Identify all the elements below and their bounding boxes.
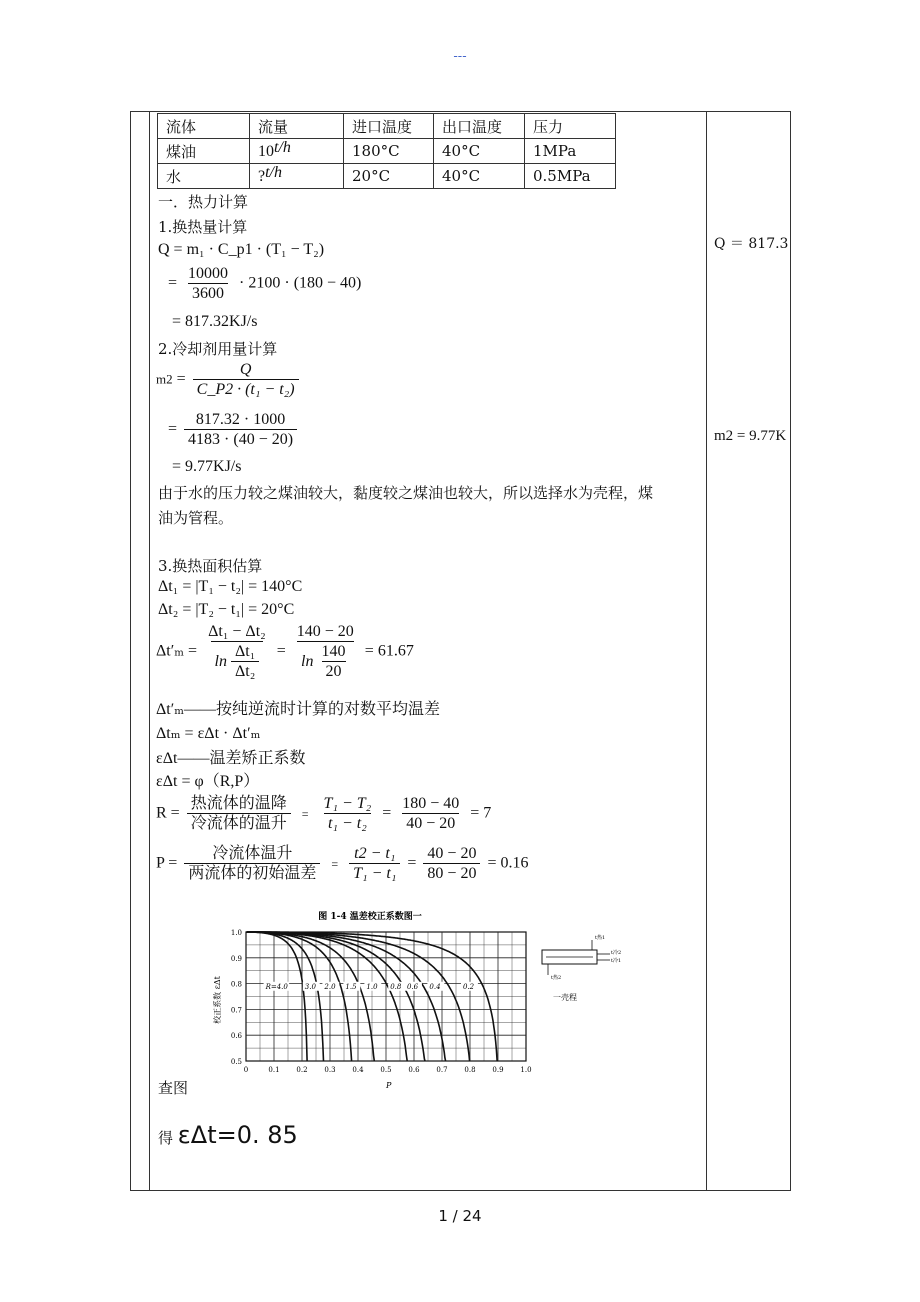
dt2-eq: Δt₂ = |T₂ − t₁| = 20°C: [158, 601, 295, 618]
x-tick-label: 0.7: [436, 1066, 448, 1074]
r-label: 0.8: [390, 982, 402, 991]
result-value: εΔt=0. 85: [177, 1121, 298, 1149]
y-tick-label: 0.8: [230, 980, 242, 989]
y-tick-label: 0.5: [230, 1058, 242, 1066]
coolant-eq1: m2 = $\frac{Q}{\text{C\_P2 · (t₁ − t₂)}}$: [156, 360, 302, 399]
frac-denominator: 4183 · (40 − 20): [184, 429, 297, 449]
inset-label: t冷2: [611, 950, 622, 956]
chart-y-ticks: [231, 929, 243, 1066]
frac-denominator: 两流体的初始温差: [184, 863, 320, 883]
inset-label: t冷1: [611, 958, 622, 964]
chart-y-label: 校正系数 εΔt: [213, 976, 222, 1024]
shell-label: 一壳程: [553, 993, 577, 1002]
r-label: 1.0: [366, 982, 378, 991]
frac-denominator: C_P2 · (t₁ − t₂): [193, 379, 299, 399]
x-tick-label: 0.2: [296, 1066, 308, 1074]
frac-numerator: Δt₁ − Δt₂: [208, 623, 266, 640]
heat-load-eq2-rest: · 2100 · (180 − 40): [239, 274, 362, 292]
table-header: 压力: [525, 114, 616, 139]
heat-load-title: 1.换热量计算: [158, 218, 248, 236]
frac-numerator: 40 − 20: [427, 845, 477, 862]
dtm-label: Δt′ₘ =: [156, 642, 198, 660]
inner-denominator: 20: [322, 661, 346, 681]
ln-label: ln: [301, 653, 314, 670]
x-tick-label: 0.8: [464, 1066, 476, 1074]
header-mark: ---: [453, 49, 467, 64]
y-tick-label: 0.6: [230, 1032, 242, 1041]
x-tick-label: 0.5: [380, 1066, 392, 1074]
chart-x-ticks: [244, 1066, 532, 1074]
r-label: 0.6: [407, 982, 419, 991]
inner-denominator: Δt₂: [231, 661, 259, 681]
pressure: 0.5MPa: [525, 164, 616, 189]
side-q: Q ＝ 817.3: [714, 236, 789, 252]
x-tick-label: 1.0: [520, 1066, 532, 1074]
dtm-result: = 61.67: [364, 642, 414, 660]
dtm-eq: Δt′ₘ = Δt₁ − Δt₂ ln $\frac{\text{Δt₁}}{\text{Δt₂}}$ = 140 − 20 ln $\frac{140}{20}$ = 61.67: [156, 623, 414, 680]
equals-sign: =: [331, 856, 339, 871]
table-row: [158, 164, 616, 189]
coolant-title: 2.冷却剂用量计算: [158, 340, 278, 358]
chart-r-labels: [264, 982, 478, 991]
frac-denominator: T₁ − t₁: [349, 863, 400, 883]
r-label: 3.0: [304, 982, 316, 991]
frac-numerator: t2 − t₁: [354, 845, 396, 862]
p-result: = 0.16: [487, 854, 529, 872]
equals-sign: =: [301, 806, 309, 821]
frac-denominator: [297, 641, 353, 681]
correction-function: εΔt = φ（R,P）: [156, 773, 260, 790]
outlet-temp: 40°C: [434, 164, 525, 189]
frac-denominator: 3600: [188, 283, 228, 303]
lookup-text: 查图: [158, 1079, 189, 1097]
frac-numerator: 140 − 20: [296, 623, 354, 640]
inlet-temp: 180°C: [344, 139, 434, 164]
fluid-name: 煤油: [158, 139, 250, 164]
area-title: 3.换热面积估算: [158, 557, 263, 575]
r-label: 1.5: [345, 982, 357, 991]
frac-denominator: t₁ − t₂: [324, 813, 371, 833]
frac-numerator: 817.32 · 1000: [195, 411, 286, 428]
inlet-temp: 20°C: [344, 164, 434, 189]
table-row: [158, 139, 616, 164]
y-tick-label: 1.0: [230, 929, 242, 937]
fluid-name: 水: [158, 164, 250, 189]
left-divider: [149, 112, 150, 1190]
coolant-eq2: = $\frac{817.32 \cdot 1000}{4183 \cdot (40 - 20)}$: [168, 410, 300, 449]
p-label: P =: [156, 854, 178, 872]
table-header: 流体: [158, 114, 250, 139]
r-label: R=4.0: [265, 982, 288, 991]
x-tick-label: 0.4: [352, 1066, 364, 1074]
frac-numerator: 热流体的温降: [190, 795, 287, 812]
fluid-table: [157, 113, 616, 189]
right-divider: [706, 112, 707, 1190]
shell-diagram: [542, 934, 621, 1002]
table-header: 出口温度: [434, 114, 525, 139]
r-label: 2.0: [324, 982, 336, 991]
p-eq: P = $\frac{\text{冷流体温升}}{\text{两流体的初始温差}}$ = $\frac{\text{t2 − t₁}}{\text{T₁ − t₁}}$ = $\frac{40 - 20}{80 - 20}$ = 0.16: [156, 845, 529, 882]
inner-numerator: 140: [321, 643, 346, 660]
frac-numerator: Q: [239, 361, 252, 378]
r-result: = 7: [470, 804, 492, 822]
x-tick-label: 0.6: [408, 1066, 420, 1074]
section-title: 一．热力计算: [158, 193, 249, 211]
page-number: 1 / 24: [438, 1207, 482, 1225]
ln-label: ln: [214, 653, 227, 670]
table-header: 进口温度: [344, 114, 434, 139]
table-header-row: [158, 114, 616, 139]
r-label: 0.4: [429, 982, 441, 991]
frac-denominator: 40 − 20: [402, 813, 459, 833]
heat-load-result: = 817.32KJ/s: [172, 313, 258, 330]
x-tick-label: 0: [243, 1066, 249, 1074]
heat-load-eq2: = $\frac{10000}{3600}$ · 2100 · (180 − 40): [168, 265, 362, 302]
y-tick-label: 0.9: [230, 954, 242, 963]
heat-load-eq1: Q = m₁ · C_p1 · (T₁ − T₂): [158, 241, 325, 258]
paragraph-line: 油为管程。: [158, 509, 234, 527]
coolant-result: = 9.77KJ/s: [172, 458, 242, 475]
r-eq: R = $\frac{\text{热流体的温降}}{\text{冷流体的温升}}$ = $\frac{\text{T₁ − T₂}}{\text{t₁ − t₂}}$ = $\frac{180 - 40}{40 - 20}$ = 7: [156, 795, 492, 832]
x-tick-label: 0.3: [324, 1066, 336, 1074]
inset-label: t热1: [595, 935, 606, 941]
frac-denominator: 冷流体的温升: [187, 813, 291, 833]
y-tick-label: 0.7: [230, 1006, 242, 1015]
correction-chart: [200, 905, 630, 1095]
x-tick-label: 0.9: [492, 1066, 504, 1074]
flow-number: ?: [258, 167, 266, 185]
outlet-temp: 40°C: [434, 139, 525, 164]
pressure: 1MPa: [525, 139, 616, 164]
frac-numerator: 10000: [188, 265, 229, 282]
side-m2: m2 = 9.77K: [714, 428, 787, 444]
frac-denominator: [211, 641, 264, 681]
flow-unit: t/h: [265, 163, 282, 181]
r-label: R =: [156, 804, 180, 822]
flow-unit: t/h: [274, 138, 291, 156]
paragraph-line: 由于水的压力较之煤油较大，黏度较之煤油也较大，所以选择水为壳程，煤: [158, 484, 654, 502]
dt1-eq: Δt₁ = |T₁ − t₂| = 140°C: [158, 578, 303, 595]
chart-x-label: P: [386, 1081, 392, 1090]
frac-denominator: 80 − 20: [423, 863, 480, 883]
flow-number: 10: [258, 142, 274, 160]
frac-numerator: 180 − 40: [402, 795, 460, 812]
flow-cell: [250, 139, 344, 164]
dtm-correction-eq: Δtₘ = εΔt · Δt′ₘ: [156, 725, 261, 742]
result-line: [158, 1120, 298, 1153]
table-header: 流量: [250, 114, 344, 139]
dtm-definition: Δt′ₘ——按纯逆流时计算的对数平均温差: [156, 701, 441, 718]
chart-caption: 图 1-4 温差校正系数图一: [318, 912, 422, 922]
frac-numerator: T₁ − T₂: [323, 795, 372, 812]
x-tick-label: 0.1: [268, 1066, 280, 1074]
frac-numerator: 冷流体温升: [212, 845, 293, 862]
m2-label: m2: [156, 371, 173, 387]
flow-cell: [250, 164, 344, 189]
r-label: 0.2: [463, 982, 475, 991]
inset-label: t热2: [551, 975, 562, 981]
correction-definition: εΔt——温差矫正系数: [156, 750, 306, 767]
result-prefix: 得: [158, 1129, 174, 1147]
inner-numerator: Δt₁: [234, 643, 256, 660]
